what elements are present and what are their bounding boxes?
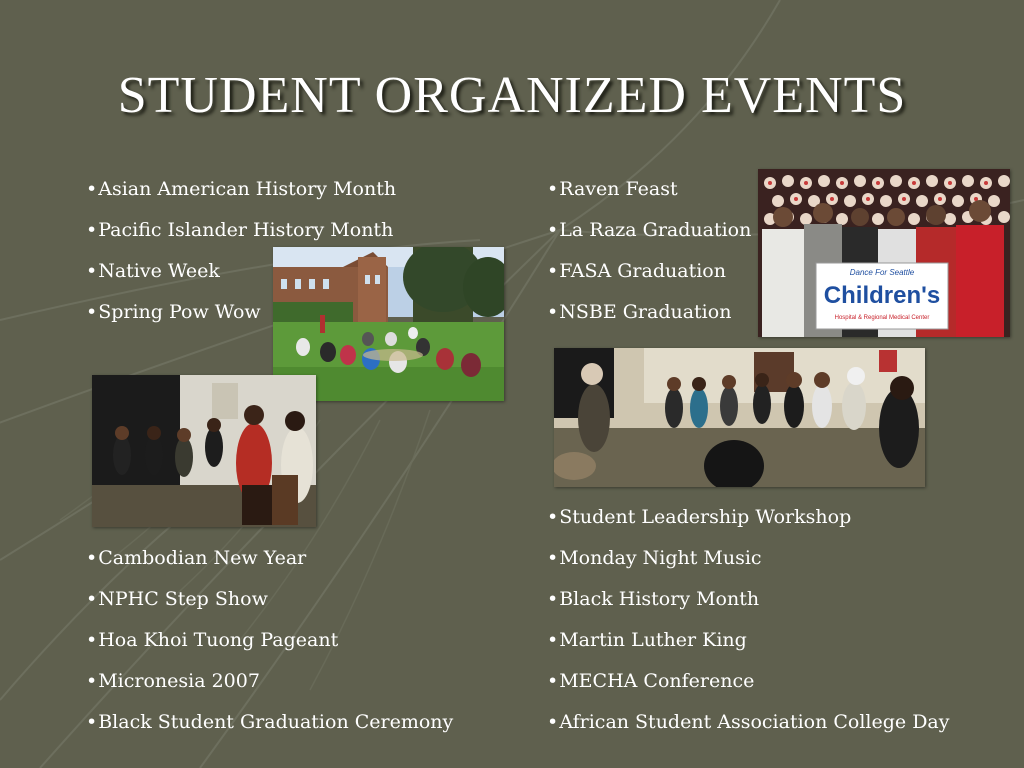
list-item: [86, 661, 453, 702]
list-item-label: Native Week: [98, 260, 220, 282]
bullet: •: [547, 506, 559, 528]
right-bottom-event-list: [547, 497, 950, 743]
bullet: •: [547, 219, 559, 241]
list-item-label: Martin Luther King: [559, 629, 747, 651]
list-item: [86, 579, 453, 620]
left-bottom-event-list: [86, 538, 453, 743]
right-top-event-list: [547, 169, 751, 333]
list-item-label: Student Leadership Workshop: [559, 506, 852, 528]
bullet: •: [86, 711, 98, 733]
bullet: •: [86, 219, 98, 241]
list-item: [547, 661, 950, 702]
bullet: •: [86, 629, 98, 651]
list-item: [86, 620, 453, 661]
bullet: •: [86, 547, 98, 569]
list-item-label: La Raza Graduation: [559, 219, 752, 241]
list-item: [547, 210, 751, 251]
list-item-label: MECHA Conference: [559, 670, 755, 692]
list-item: [547, 497, 950, 538]
list-item-label: Spring Pow Wow: [98, 301, 261, 323]
photo-indoor-panel: [92, 375, 316, 527]
list-item: [86, 538, 453, 579]
list-item: [86, 169, 396, 210]
list-item-label: Cambodian New Year: [98, 547, 307, 569]
list-item-label: Hoa Khoi Tuong Pageant: [98, 629, 339, 651]
list-item-label: Black History Month: [559, 588, 760, 610]
bullet: •: [86, 588, 98, 610]
list-item: [547, 702, 950, 743]
list-item-label: Black Student Graduation Ceremony: [98, 711, 454, 733]
list-item-label: Asian American History Month: [98, 178, 397, 200]
banner-line2: Children's: [823, 282, 941, 309]
list-item-label: Pacific Islander History Month: [98, 219, 394, 241]
bullet: •: [547, 547, 559, 569]
list-item-label: FASA Graduation: [559, 260, 726, 282]
bullet: •: [547, 629, 559, 651]
list-item: [86, 702, 453, 743]
bullet: •: [86, 178, 98, 200]
list-item: [86, 210, 396, 251]
bullet: •: [547, 260, 559, 282]
bullet: •: [86, 260, 98, 282]
list-item: [547, 169, 751, 210]
list-item-label: Monday Night Music: [559, 547, 762, 569]
list-item-label: NPHC Step Show: [98, 588, 268, 610]
bullet: •: [547, 670, 559, 692]
bullet: •: [547, 178, 559, 200]
slide-title: STUDENT ORGANIZED EVENTS: [117, 67, 907, 124]
bullet: •: [547, 711, 559, 733]
bullet: •: [547, 301, 559, 323]
list-item: [547, 538, 950, 579]
photo-childrens-hospital-group: [758, 169, 1010, 337]
list-item-label: Micronesia 2007: [98, 670, 260, 692]
list-item: [547, 292, 751, 333]
list-item-label: NSBE Graduation: [559, 301, 732, 323]
banner-line3: Hospital & Regional Medical Center: [834, 315, 930, 321]
list-item-label: African Student Association College Day: [559, 711, 950, 733]
list-item-label: Raven Feast: [559, 178, 678, 200]
banner-line1: Dance For Seattle: [849, 268, 915, 277]
bullet: •: [86, 301, 98, 323]
list-item: [547, 579, 950, 620]
photo-leadership-workshop-circle: [554, 348, 925, 487]
bullet: •: [86, 670, 98, 692]
bullet: •: [547, 588, 559, 610]
list-item: [547, 251, 751, 292]
list-item: [547, 620, 950, 661]
